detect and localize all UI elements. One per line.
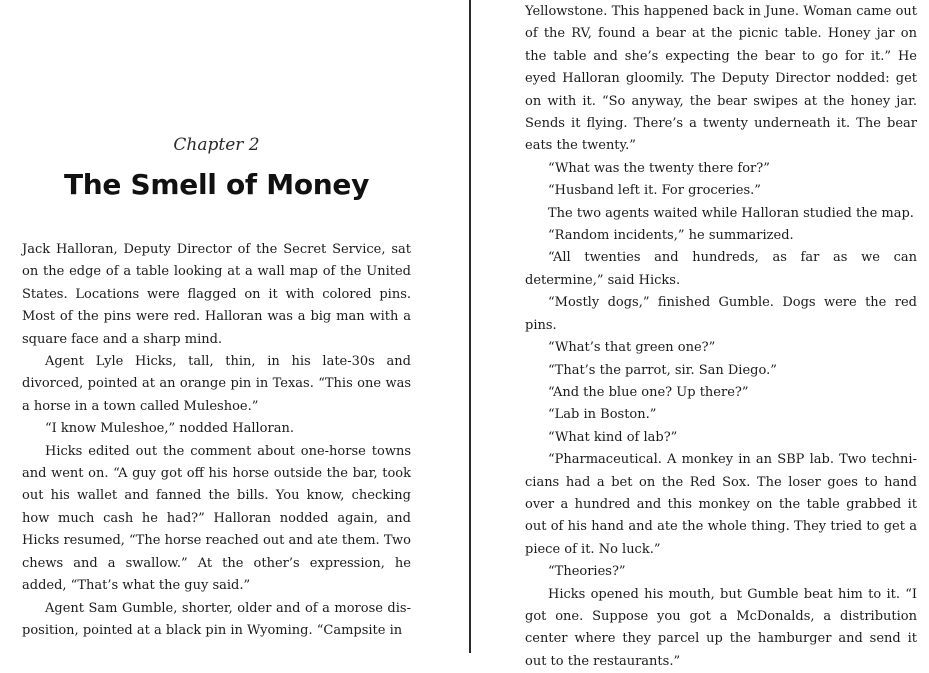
paragraph: Agent Lyle Hicks, tall, thin, in his late-30s and divorced, pointed at an orange pin in Texas. “This one was a horse in a town called Muleshoe.” — [22, 354, 411, 414]
paragraph: Hicks opened his mouth, but Gumble beat him to it. “I got one. Suppose you got a McDonalds, a distribution center where they parcel up the hamburger and send it out to the restaurants.” — [525, 586, 917, 669]
paragraph: “Pharmaceutical. A monkey in an SBP lab. Two technicians had a bet on the Red Sox. The loser goes to hand over a hundred and this monkey on the table grabbed it out of his hand and ate the whole thing. They tried to get a piece of it. No luck.” — [525, 452, 917, 557]
chapter-title: The Smell of Money — [63, 168, 370, 201]
paragraph: “Mostly dogs,” finished Gumble. Dogs were the red pins. — [525, 295, 917, 333]
left-page — [0, 0, 469, 653]
paragraph: “Random incidents,” he summarized. — [548, 228, 794, 244]
paragraph: “That’s the parrot, sir. San Diego.” — [548, 362, 777, 378]
paragraph: “Theories?” — [548, 564, 626, 580]
paragraph: Yellowstone. This happened back in June. Woman came out of the RV, found a bear at the picnic table. Honey jar on the table and she’s expecting the bear to go for it.” He eyed Halloran gloomily. The Deputy Director nodded: get on with it. “So anyway, the bear swipes at the honey jar. Sends it flying. There’s a twenty underneath it. The bear eats the twenty.” — [525, 4, 917, 154]
paragraph: “Lab in Boston.” — [548, 407, 657, 423]
paragraph: “What’s that green one?” — [548, 340, 716, 356]
right-page — [471, 0, 929, 669]
chapter-number: Chapter 2 — [173, 135, 260, 155]
paragraph: Agent Sam Gumble, shorter, older and of a morose disposition, pointed at a black pin in Wyoming. “Campsite in — [22, 600, 411, 638]
paragraph: Jack Halloran, Deputy Director of the Secret Service, sat on the edge of a table looking at a wall map of the United States. Locations were flagged on it with colored pins. Most of the pins were red. Halloran was a big man with a square face and a sharp mind. — [22, 242, 411, 347]
paragraph: “Husband left it. For groceries.” — [548, 183, 761, 199]
left-page-text — [22, 239, 411, 642]
paragraph: “What kind of lab?” — [548, 429, 678, 445]
paragraph: “What was the twenty there for?” — [548, 160, 770, 176]
paragraph: Hicks edited out the comment about one-horse towns and went on. “A guy got off his horse outside the bar, took out his wallet and fanned the bills. You know, checking how much cash he had?” Halloran nodded again, and Hicks resumed, “The horse reached out and ate them. Two chews and a swallow.” At the other’s expression, he added, “That’s what the guy said.” — [22, 443, 411, 594]
right-page-text — [525, 1, 917, 673]
paragraph: “All twenties and hundreds, as far as we can determine,” said Hicks. — [525, 250, 917, 288]
paragraph: The two agents waited while Halloran studied the map. — [548, 205, 914, 221]
paragraph: “And the blue one? Up there?” — [548, 384, 749, 400]
paragraph: “I know Muleshoe,” nodded Halloran. — [45, 421, 294, 437]
